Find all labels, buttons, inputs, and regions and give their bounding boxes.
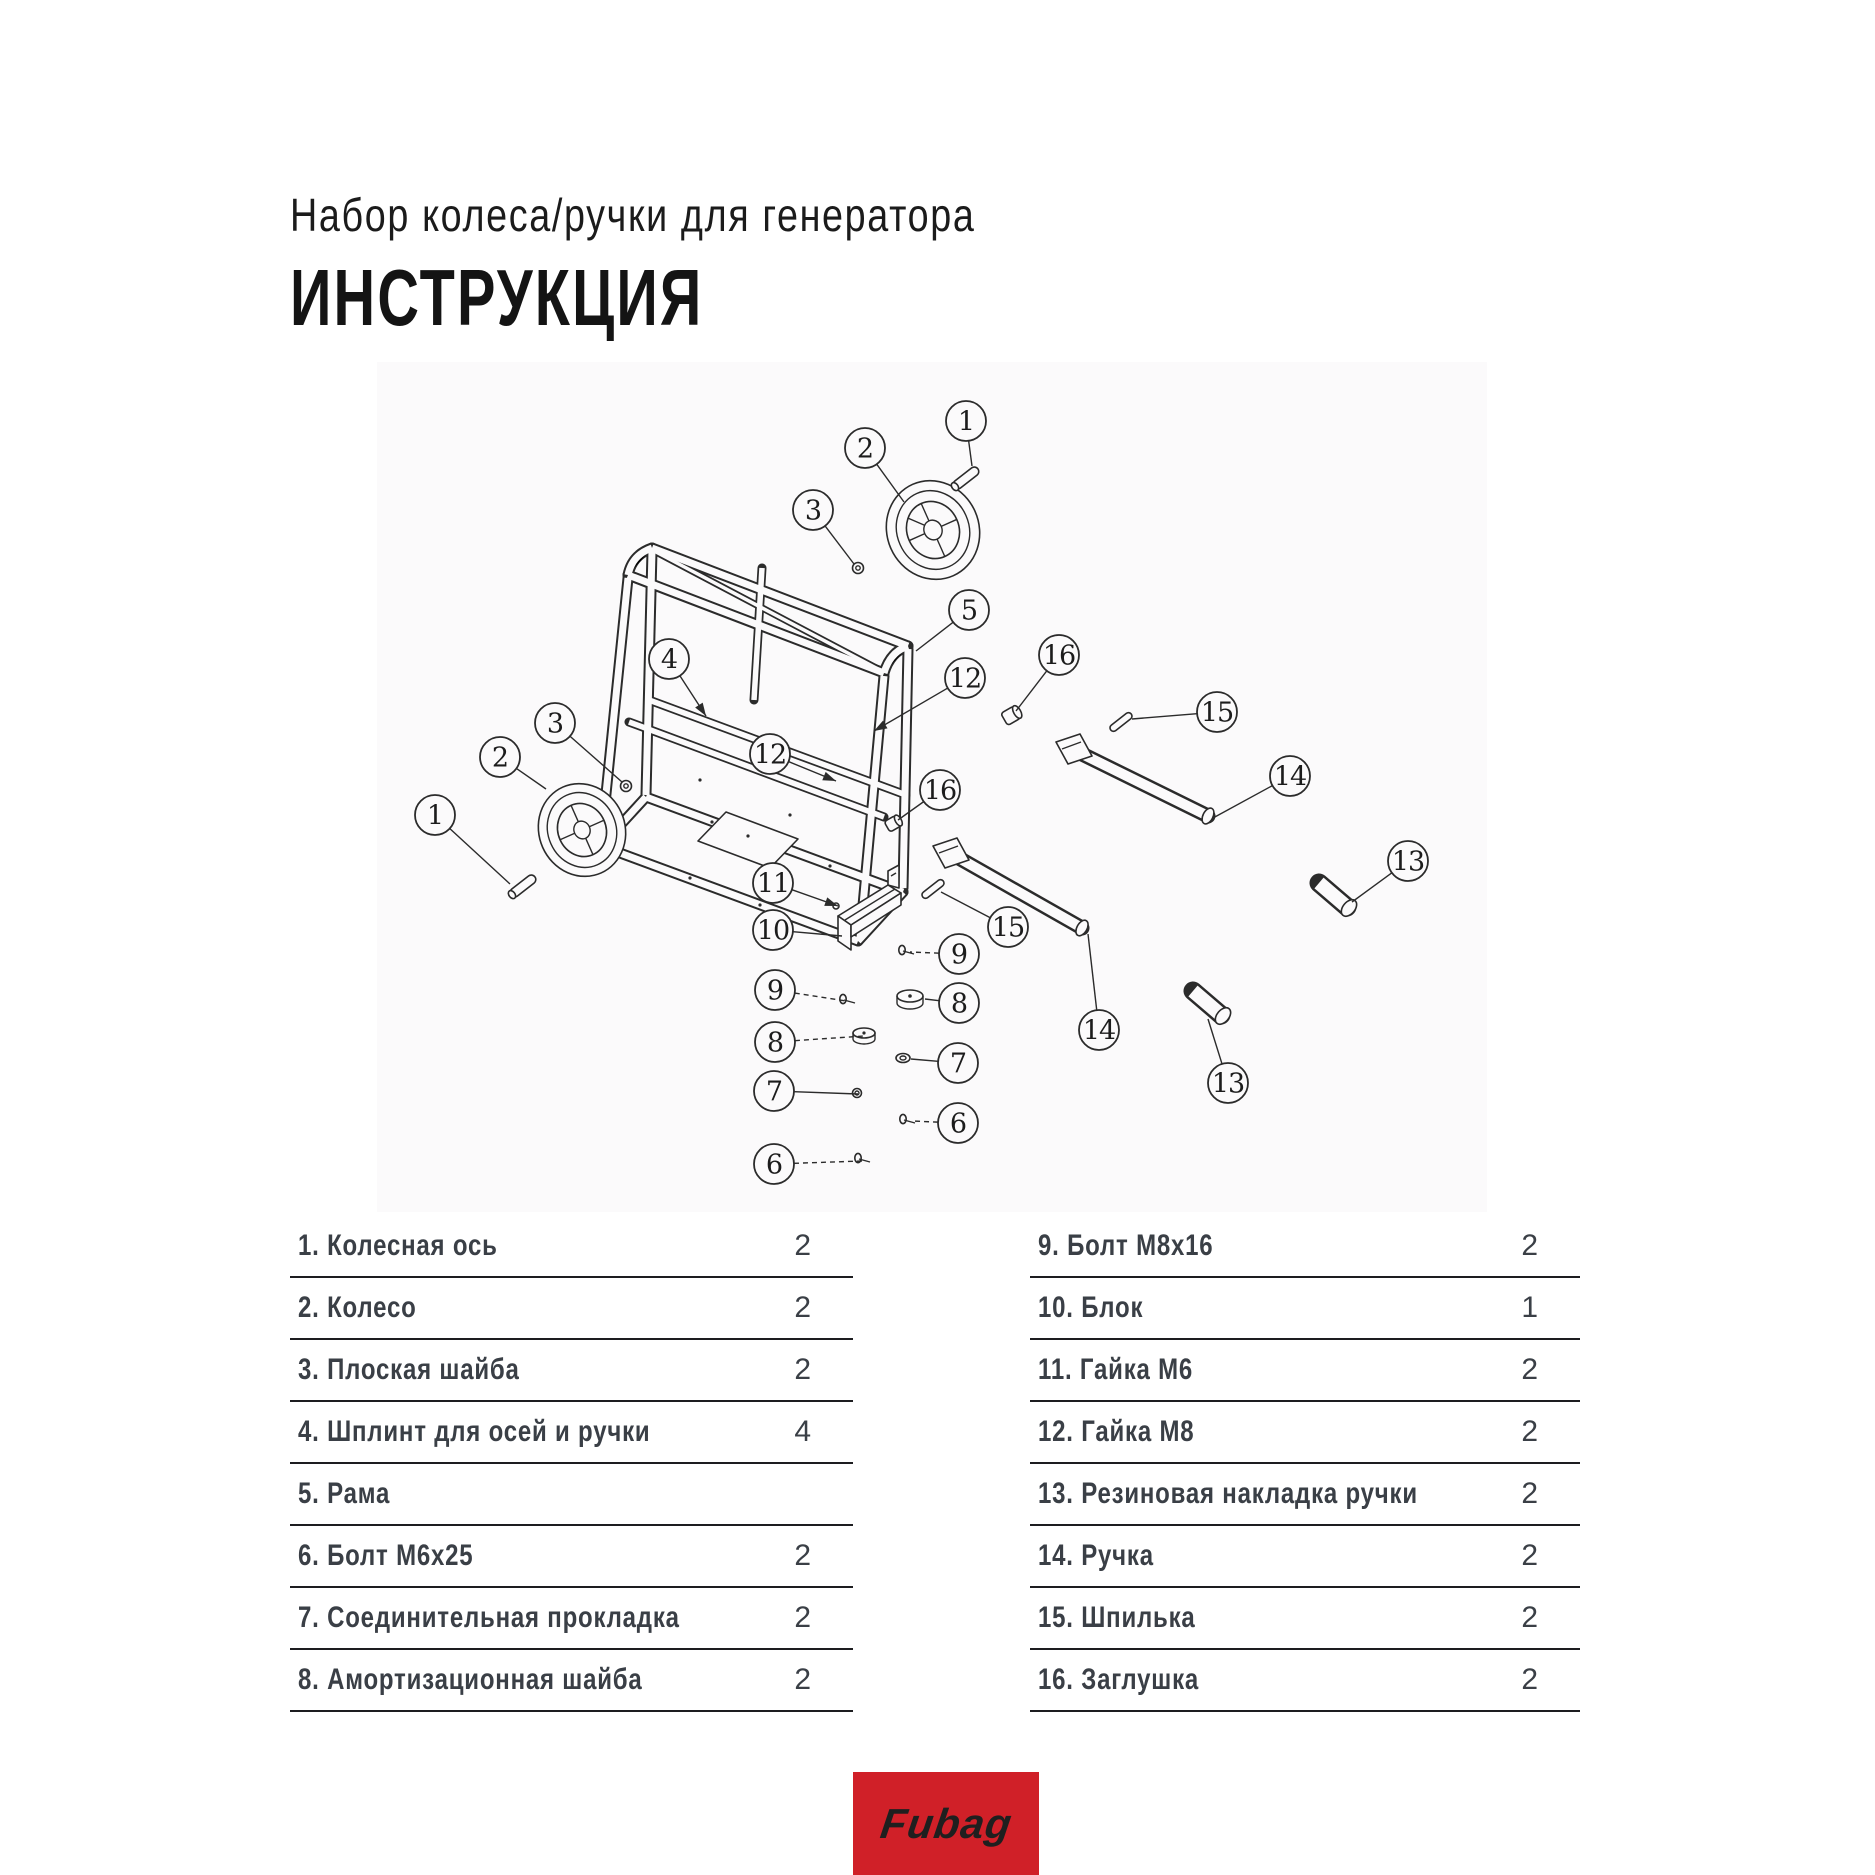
part-name: 14. Ручка [1038, 1539, 1154, 1572]
part-name: 5. Рама [298, 1477, 391, 1510]
part-quantity: 2 [1521, 1539, 1538, 1572]
parts-table-row [1030, 1216, 1580, 1278]
part-name: 15. Шпилька [1038, 1601, 1196, 1634]
svg-text:1: 1 [957, 406, 975, 438]
part-name: 10. Блок [1038, 1291, 1144, 1324]
part-quantity: 2 [1521, 1353, 1538, 1386]
part-quantity: 2 [794, 1601, 811, 1634]
parts-table-row [290, 1464, 853, 1526]
parts-table-row [1030, 1588, 1580, 1650]
part-name: 2. Колесо [298, 1291, 417, 1324]
exploded-diagram [377, 362, 1487, 1212]
svg-text:15: 15 [1200, 697, 1234, 729]
parts-table-row [290, 1340, 853, 1402]
svg-text:8: 8 [766, 1027, 784, 1059]
part-quantity: 2 [1521, 1477, 1538, 1510]
parts-table-row [290, 1278, 853, 1340]
ring-drawing-left [853, 1089, 862, 1098]
part-name: 3. Плоская шайба [298, 1353, 520, 1386]
svg-text:6: 6 [949, 1108, 967, 1140]
svg-text:2: 2 [856, 433, 874, 465]
part-quantity: 2 [794, 1291, 811, 1324]
svg-text:15: 15 [991, 912, 1025, 944]
parts-table-row [290, 1650, 853, 1712]
part-name: 12. Гайка М8 [1038, 1415, 1195, 1448]
parts-table-row [290, 1216, 853, 1278]
svg-text:5: 5 [960, 595, 978, 627]
parts-table-row [290, 1402, 853, 1464]
parts-table-row [1030, 1402, 1580, 1464]
parts-table-row [1030, 1340, 1580, 1402]
part-name: 4. Шплинт для осей и ручки [298, 1415, 651, 1448]
ring-drawing-right [896, 1054, 910, 1063]
part-name: 8. Амортизационная шайба [298, 1663, 643, 1696]
svg-text:9: 9 [766, 975, 784, 1007]
washer-drawing-top [853, 563, 864, 574]
svg-text:7: 7 [949, 1048, 967, 1080]
svg-text:12: 12 [753, 739, 787, 771]
svg-text:3: 3 [546, 708, 564, 740]
svg-text:6: 6 [765, 1149, 783, 1181]
svg-text:10: 10 [756, 915, 790, 947]
svg-text:16: 16 [1042, 640, 1076, 672]
svg-text:9: 9 [950, 939, 968, 971]
part-name: 7. Соединительная прокладка [298, 1601, 680, 1634]
part-name: 11. Гайка М6 [1038, 1353, 1194, 1386]
svg-text:13: 13 [1211, 1068, 1245, 1100]
part-name: 13. Резиновая накладка ручки [1038, 1477, 1418, 1510]
parts-table-row [1030, 1526, 1580, 1588]
part-quantity: 2 [794, 1353, 811, 1386]
svg-text:11: 11 [756, 868, 790, 900]
part-quantity: 2 [1521, 1415, 1538, 1448]
part-name: 9. Болт М8х16 [1038, 1229, 1214, 1262]
part-quantity: 1 [1521, 1291, 1538, 1324]
svg-text:14: 14 [1082, 1015, 1116, 1047]
part-quantity: 2 [1521, 1601, 1538, 1634]
parts-table-row [1030, 1278, 1580, 1340]
svg-text:12: 12 [948, 663, 982, 695]
parts-table-row [1030, 1650, 1580, 1712]
page-title: ИНСТРУКЦИЯ [290, 253, 704, 342]
parts-table-right [1030, 1216, 1580, 1712]
part-name: 1. Колесная ось [298, 1229, 498, 1262]
part-quantity: 2 [794, 1229, 811, 1262]
svg-text:2: 2 [491, 742, 509, 774]
svg-text:3: 3 [804, 495, 822, 527]
parts-table-row [290, 1588, 853, 1650]
part-quantity: 4 [794, 1415, 811, 1448]
part-quantity: 2 [794, 1663, 811, 1696]
svg-text:8: 8 [950, 988, 968, 1020]
svg-text:16: 16 [923, 775, 957, 807]
svg-text:1: 1 [426, 800, 444, 832]
svg-text:13: 13 [1391, 846, 1425, 878]
parts-table-left [290, 1216, 853, 1712]
brand-logo-text: Fubag [877, 1799, 1015, 1847]
svg-text:7: 7 [765, 1076, 783, 1108]
parts-table-row [290, 1526, 853, 1588]
svg-text:14: 14 [1273, 761, 1307, 793]
washer-drawing-left [621, 781, 632, 792]
part-quantity: 2 [1521, 1663, 1538, 1696]
part-name: 6. Болт М6х25 [298, 1539, 474, 1572]
brand-logo [853, 1772, 1039, 1875]
part-name: 16. Заглушка [1038, 1663, 1200, 1696]
part-quantity: 2 [1521, 1229, 1538, 1262]
parts-table-row [1030, 1464, 1580, 1526]
part-quantity: 2 [794, 1539, 811, 1572]
page-subtitle: Набор колеса/ручки для генератора [290, 189, 976, 241]
svg-text:4: 4 [660, 644, 678, 676]
